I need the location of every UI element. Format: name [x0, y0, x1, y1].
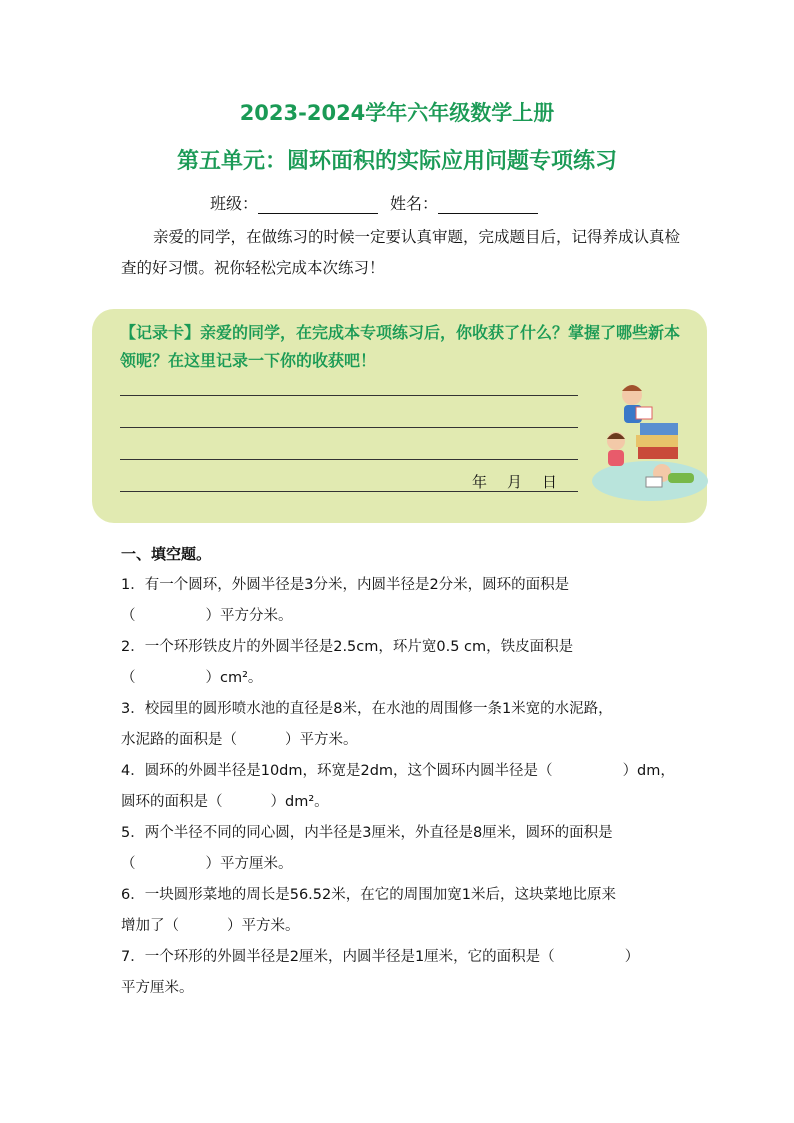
intro-text: 亲爱的同学，在做练习的时候一定要认真审题，完成题目后，记得养成认真检查的好习惯。祝你轻松完成本次练习！	[121, 228, 681, 277]
question-text: 4．圆环的外圆半径是10dm，环宽是2dm，这个圆环内圆半径是（	[121, 763, 553, 779]
question-text: 水泥路的面积是（	[121, 732, 237, 748]
class-blank[interactable]	[258, 195, 378, 214]
question-text: ）平方分米。	[205, 608, 293, 624]
question-text: ）平方米。	[227, 918, 300, 934]
question-text: 6．一块圆形菜地的周长是56.52米，在它的周围加宽1米后，这块菜地比原来	[121, 887, 616, 903]
class-label: 班级：	[210, 194, 259, 213]
question-text: ）dm，	[622, 763, 675, 779]
student-info-row	[210, 191, 538, 214]
question-text: 增加了（	[121, 918, 179, 934]
day-label: 日	[542, 473, 558, 491]
question-text: ）平方厘米。	[205, 856, 293, 872]
record-line[interactable]	[120, 427, 578, 428]
date-row	[472, 471, 557, 492]
section-title: 一、填空题。	[121, 545, 212, 563]
record-card	[92, 309, 707, 523]
question-4	[121, 756, 681, 818]
question-2	[121, 632, 681, 694]
question-text: （	[121, 856, 136, 872]
worksheet-subtitle: 第五单元：圆环面积的实际应用问题专项练习	[176, 149, 617, 174]
kids-reading-illustration-icon	[580, 377, 710, 507]
question-3	[121, 694, 681, 756]
question-text: 7．一个环形的外圆半径是2厘米，内圆半径是1厘米，它的面积是（	[121, 949, 555, 965]
question-text: 5．两个半径不同的同心圆，内半径是3厘米，外直径是8厘米，圆环的面积是	[121, 825, 613, 841]
question-text: （	[121, 608, 136, 624]
question-text: 2．一个环形铁皮片的外圆半径是2.5cm，环片宽0.5 cm，铁皮面积是	[121, 639, 574, 655]
worksheet-title: 2023-2024学年六年级数学上册	[239, 101, 555, 125]
year-label: 年	[472, 473, 488, 491]
question-7	[121, 942, 681, 1004]
question-text: 平方厘米。	[121, 980, 194, 996]
record-line[interactable]	[120, 395, 578, 396]
question-text: ）cm²。	[205, 670, 263, 686]
question-5	[121, 818, 681, 880]
name-label: 姓名：	[390, 194, 439, 213]
question-text: 3．校园里的圆形喷水池的直径是8米，在水池的周围修一条1米宽的水泥路，	[121, 701, 613, 717]
question-text: 1．有一个圆环，外圆半径是3分米，内圆半径是2分米，圆环的面积是	[121, 577, 570, 593]
month-label: 月	[507, 473, 523, 491]
question-text: ）平方米。	[285, 732, 358, 748]
question-text: 圆环的面积是（	[121, 794, 223, 810]
name-blank[interactable]	[438, 195, 538, 214]
question-text: （	[121, 670, 136, 686]
question-6	[121, 880, 681, 942]
question-text: ）dm²。	[270, 794, 329, 810]
record-card-heading: 【记录卡】亲爱的同学，在完成本专项练习后，你收获了什么？掌握了哪些新本领呢？在这里记录一下你的收获吧！	[120, 323, 681, 370]
record-line[interactable]	[120, 459, 578, 460]
question-text: ）	[624, 949, 640, 965]
question-list	[121, 570, 681, 1004]
question-1	[121, 570, 681, 632]
